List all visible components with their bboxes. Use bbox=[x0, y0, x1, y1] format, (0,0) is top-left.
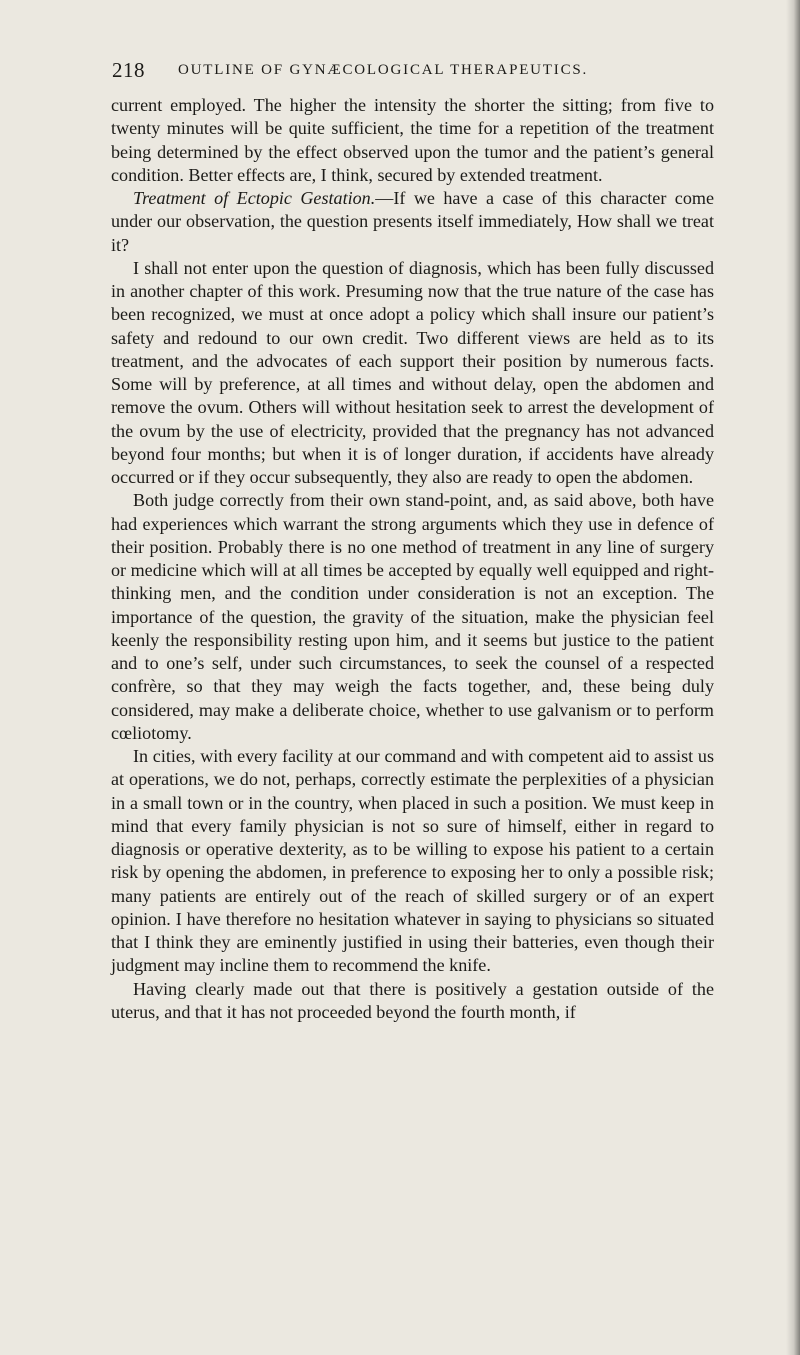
paragraph: I shall not enter upon the question of diagnosis, which has been fully discussed in another chapter of this work. Presuming now that the true nature of the case has been recognized, we must at once adopt a policy which shall insure our patient’s safety and redound to our own credit. Two different views are held as to its treatment, and the advocates of each support their position by numerous facts. Some will by preference, at all times and without delay, open the abdomen and remove the ovum. Others will without hesitation seek to arrest the development of the ovum by the use of electricity, provided that the pregnancy has not advanced beyond four months; but when it is of longer duration, if accidents have already occurred or if they occur subsequently, they also are ready to open the abdomen. bbox=[111, 257, 714, 487]
page-edge-shadow bbox=[786, 0, 800, 1355]
paragraph: In cities, with every facility at our command and with competent aid to assist us at operations, we do not, perhaps, correctly estimate the perplexities of a physician in a small town or in the country, when placed in such a position. We must keep in mind that every family physician is not so sure of himself, either in regard to diagnosis or operative dexterity, as to be willing to expose his patient to a certain risk by opening the abdomen, in preference to exposing her to only a possible risk; many patients are entirely out of the reach of skilled surgery or of an expert opinion. I have therefore no hesitation whatever in saying to physicians so situated that I think they are eminently justified in using their batteries, even though their judgment may incline them to recommend the knife. bbox=[111, 746, 714, 976]
page-number: 218 bbox=[112, 58, 145, 82]
paragraph: Having clearly made out that there is positively a gestation outside of the uterus, and that it has not proceeded beyond the fourth month, if bbox=[111, 978, 714, 1022]
paragraph: Both judge correctly from their own stand-point, and, as said above, both have had experiences which warrant the strong arguments which they use in defence of their position. Probably there is no one method of treatment in any line of surgery or medicine which will at all times be accepted by equally well equipped and right-thinking men, and the condition under consideration is not an exception. The importance of the question, the gravity of the situation, make the physician feel keenly the responsibility resting upon him, and it seems but justice to the patient and to one’s self, under such circumstances, to seek the counsel of a respected confrère, so that they may weigh the facts together, and, these being duly considered, may make a deliberate choice, whether to use galvanism or to perform cœliotomy. bbox=[111, 490, 714, 743]
section-heading: Treatment of Ectopic Gestation. bbox=[133, 188, 376, 208]
paragraph-text: —If we have a case of this character come under our observation, the question presents itself immediately, How shall we treat it? bbox=[111, 188, 714, 255]
body-text bbox=[111, 94, 714, 1024]
running-head bbox=[112, 58, 712, 82]
paragraph: current employed. The higher the intensity the shorter the sitting; from five to twenty minutes will be quite sufficient, the time for a repetition of the treatment being determined by the effect observed upon the tumor and the patient’s general condition. Better effects are, I think, secured by extended treatment. bbox=[111, 95, 714, 185]
running-title: OUTLINE OF GYNÆCOLOGICAL THERAPEUTICS. bbox=[178, 62, 589, 78]
paragraph-with-heading bbox=[111, 187, 714, 257]
